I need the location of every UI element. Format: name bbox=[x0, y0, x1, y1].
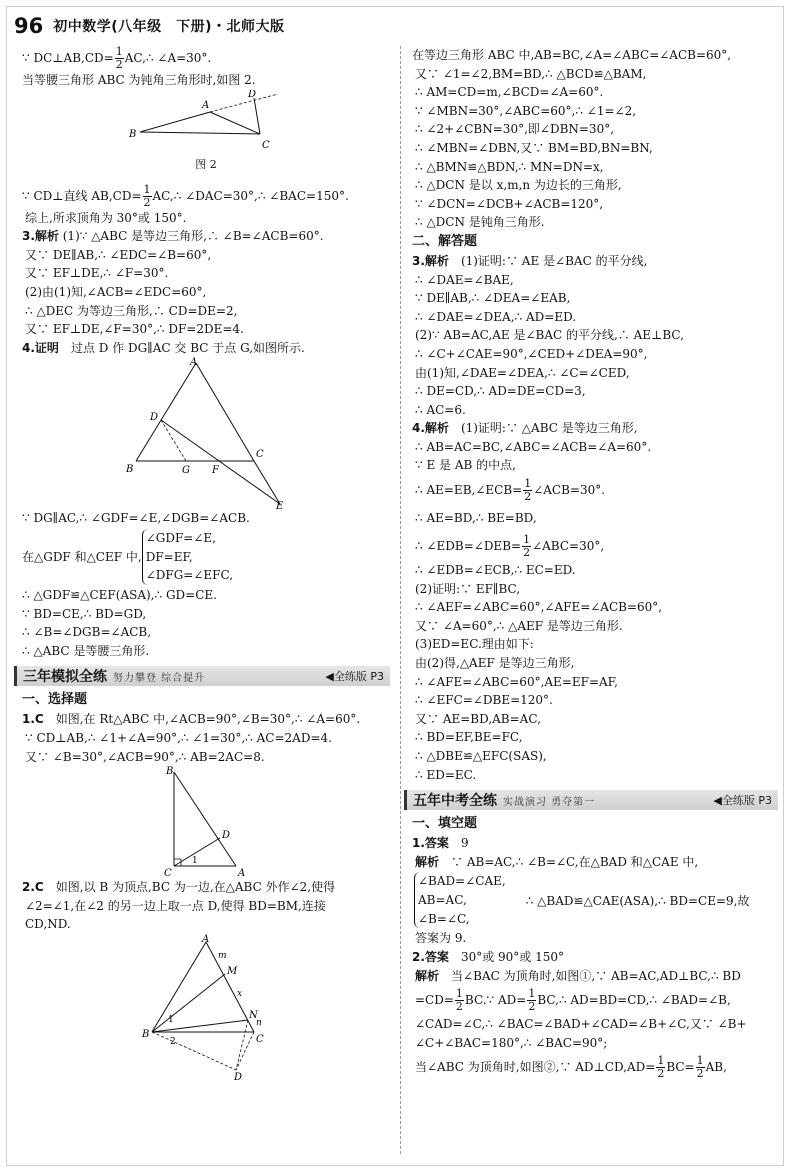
text-line: ∴ △DCN 是以 x,m,n 为边长的三角形, bbox=[415, 178, 622, 193]
fig4-label-g: G bbox=[182, 465, 190, 477]
text-line: CD,ND. bbox=[25, 917, 71, 932]
text-line: ∴ ∠AEF=∠ABC=60°,∠AFE=∠ACB=60°, bbox=[415, 600, 663, 615]
fraction: $\frac{1}{2}$ bbox=[455, 987, 463, 1014]
text-line: 答案为 9. bbox=[415, 931, 467, 946]
fig-c2-label-b: B bbox=[142, 1028, 150, 1040]
text-line: ∴ ∠EDB=∠ECB,∴ EC=ED. bbox=[415, 563, 576, 578]
text-line: =CD= $\frac{1}{2}$ BC.∵ AD= $\frac{1}{2}$ BC,∴ AD=BD=CD,∴ ∠BAD=∠B, bbox=[415, 987, 731, 1014]
text-line: 解析 当∠BAC 为顶角时,如图①,∵ AB=AC,AD⊥BC,∴ BD bbox=[415, 968, 741, 983]
page-header bbox=[14, 13, 285, 39]
text-line: ∵ DG∥AC,∴ ∠GDF=∠E,∠DGB=∠ACB. bbox=[22, 511, 250, 526]
section-heading: 二、解答题 bbox=[412, 233, 478, 249]
figure-2 bbox=[22, 90, 390, 156]
text-line: ∴ △DEC 为等边三角形,∴ CD=DE=2, bbox=[25, 303, 238, 318]
text-line: 又∵ ∠1=∠2,BM=BD,∴ △BCD≌△BAM, bbox=[415, 66, 647, 81]
text-line: ∠CAD=∠C,∴ ∠BAC=∠BAD+∠CAD=∠B+∠C,又∵ ∠B+ bbox=[415, 1017, 747, 1032]
fraction: $\frac{1}{2}$ bbox=[696, 1054, 704, 1081]
fraction: $\frac{1}{2}$ bbox=[657, 1054, 665, 1081]
fig-c1-label-c: C bbox=[164, 868, 172, 879]
section-band-five-year bbox=[404, 790, 778, 810]
fig4-de bbox=[161, 420, 280, 504]
fig-c2-label-n-small: n bbox=[256, 1017, 262, 1028]
fig4-dg bbox=[161, 420, 186, 461]
text-line: ∵ ∠MBN=30°,∠ABC=60°,∴ ∠1=∠2, bbox=[415, 103, 637, 118]
fig-c1-ab bbox=[174, 772, 236, 866]
text-line: ∴ ∠C+∠CAE=90°,∠CED+∠DEA=90°, bbox=[415, 346, 648, 361]
fig-c2-bd bbox=[152, 1032, 236, 1070]
left-column bbox=[22, 46, 390, 1082]
fig2-label-a: A bbox=[202, 99, 210, 111]
text-line: ∵ DC⊥AB,CD= $\frac{1}{2}$ AC,∴ ∠A=30°. bbox=[22, 45, 212, 71]
text-line: 在等边三角形 ABC 中,AB=BC,∠A=∠ABC=∠ACB=60°, bbox=[412, 48, 732, 62]
text-line: ∴ AE=BD,∴ BE=BD, bbox=[415, 511, 537, 526]
book-title: 初中数学(八年级 下册)・北师大版 bbox=[53, 19, 285, 35]
fig-c2-label-a: A bbox=[202, 933, 210, 945]
text-line: 2.C 如图,以 B 为顶点,BC 为一边,在△ABC 外作∠2,使得 bbox=[22, 880, 336, 895]
figure-q4 bbox=[22, 357, 390, 509]
text-line: ∴ ∠B=∠DGB=∠ACB, bbox=[22, 625, 152, 640]
text-line: 3.解析 (1)证明:∵ AE 是∠BAC 的平分线, bbox=[412, 253, 648, 268]
text-line: ∴ △GDF≌△CEF(ASA),∴ GD=CE. bbox=[22, 587, 217, 602]
text-line: 又∵ AE=BD,AB=AC, bbox=[415, 711, 541, 726]
text-line: 由(1)知,∠DAE=∠DEA,∴ ∠C=∠CED, bbox=[415, 365, 630, 380]
text-line: (2)由(1)知,∠ACB=∠EDC=60°, bbox=[25, 284, 207, 299]
fig-c2-bn bbox=[152, 1020, 248, 1032]
fig4-label-b: B bbox=[126, 464, 134, 476]
fig-c2-ab bbox=[152, 942, 206, 1032]
band-title: 五年中考全练 bbox=[413, 793, 497, 810]
fig-c2-label-c: C bbox=[256, 1033, 264, 1045]
text-line: ∴ △DBE≌△EFC(SAS), bbox=[415, 749, 547, 763]
text-line: 1.答案 9 bbox=[412, 836, 469, 851]
text-line: (2)∵ AB=AC,AE 是∠BAC 的平分线,∴ AE⊥BC, bbox=[415, 328, 684, 343]
text-line: 2.答案 30°或 90°或 150° bbox=[412, 949, 565, 964]
brace-group: ∠BAD=∠CAE, AB=AC, ∠B=∠C, bbox=[414, 872, 506, 928]
text-line: ∴ △BMN≌△BDN,∴ MN=DN=x, bbox=[415, 159, 604, 174]
text-line: ∵ CD⊥AB,∴ ∠1+∠A=90°,∴ ∠1=30°,∴ AC=2AD=4. bbox=[25, 730, 332, 745]
text-line: ∴ ∠AFE=∠ABC=60°,AE=EF=AF, bbox=[415, 674, 618, 689]
fig2-edge bbox=[140, 112, 210, 132]
fraction: $\frac{1}{2}$ bbox=[528, 987, 536, 1014]
text-line: 1.C 如图,在 Rt△ABC 中,∠ACB=90°,∠B=30°,∴ ∠A=60°. bbox=[22, 712, 361, 727]
fraction: $\frac{1}{2}$ bbox=[524, 477, 532, 504]
text-line: 又∵ ∠B=30°,∠ACB=90°,∴ AB=2AC=8. bbox=[25, 749, 265, 764]
text-line: (3)ED=EC.理由如下: bbox=[415, 637, 534, 652]
fig-c1-label-d: D bbox=[222, 830, 231, 842]
text-line: 又∵ EF⊥DE,∠F=30°,∴ DF=2DE=4. bbox=[25, 322, 244, 337]
figure-c1 bbox=[22, 766, 390, 878]
text-line: ∴ AB=AC=BC,∠ABC=∠ACB=∠A=60°. bbox=[415, 439, 652, 454]
fig-c2-label-m-small: m bbox=[218, 950, 227, 961]
text-line: ∵ CD⊥直线 AB,CD= $\frac{1}{2}$ AC,∴ ∠DAC=30°,∴ ∠BAC=150°. bbox=[22, 182, 349, 209]
fig-c2-bm bbox=[152, 974, 225, 1032]
text-line: ∴ BD=EF,BE=FC, bbox=[415, 730, 523, 745]
fig-c2-label-2: 2 bbox=[170, 1036, 176, 1047]
fraction: $\frac{1}{2}$ bbox=[143, 182, 151, 209]
text-line: ∵ DE∥AB,∴ ∠DEA=∠EAB, bbox=[415, 291, 571, 306]
figure-c2 bbox=[22, 934, 390, 1082]
text-line: 当等腰三角形 ABC 为钝角三角形时,如图 2. bbox=[22, 73, 256, 87]
fig2-ab-extension bbox=[210, 94, 278, 112]
text-line: ∴ AM=CD=m,∠BCD=∠A=60°. bbox=[415, 85, 604, 100]
text-line: ∴ AE=EB,∠ECB= $\frac{1}{2}$ ∠ACB=30°. bbox=[415, 477, 606, 504]
text-line: ∴ AC=6. bbox=[415, 402, 466, 417]
text-line: ∴ ∠2+∠CBN=30°,即∠DBN=30°, bbox=[415, 122, 615, 137]
text-line: 4.证明 过点 D 作 DG∥AC 交 BC 于点 G,如图所示. bbox=[22, 340, 305, 355]
fig-c2-label-x: x bbox=[237, 988, 243, 999]
fig4-ac bbox=[196, 363, 254, 461]
text-line: ∴ △DCN 是钝角三角形. bbox=[415, 215, 545, 230]
fig2-label-b: B bbox=[129, 128, 137, 140]
text-line: 当∠ABC 为顶角时,如图②,∵ AD⊥CD,AD= $\frac{1}{2}$ BC= $\frac{1}{2}$ AB, bbox=[415, 1054, 727, 1081]
fig-c2-cd bbox=[236, 1032, 254, 1070]
section-heading: 一、选择题 bbox=[22, 692, 88, 708]
text-line: ∴ ∠MBN=∠DBN,又∵ BM=BD,BN=BN, bbox=[415, 140, 653, 155]
fig-c1-label-a: A bbox=[238, 868, 246, 879]
fig4-label-d: D bbox=[150, 412, 159, 424]
page-number: 96 bbox=[14, 14, 44, 38]
text-line: ∴ DE=CD,∴ AD=DE=CD=3, bbox=[415, 384, 586, 399]
fig-c2-label-n: N bbox=[249, 1009, 258, 1021]
text-line: 又∵ DE∥AB,∴ ∠EDC=∠B=60°, bbox=[25, 247, 212, 262]
fig2-cd bbox=[254, 98, 260, 134]
text-line: 3.解析 (1)∵ △ABC 是等边三角形,∴ ∠B=∠ACB=60°. bbox=[22, 229, 324, 244]
right-column bbox=[412, 46, 778, 1082]
text-line: 综上,所求顶角为 30°或 150°. bbox=[25, 210, 187, 225]
fig4-label-f: F bbox=[212, 465, 219, 477]
fig2-label-c: C bbox=[262, 139, 270, 151]
fig4-ce bbox=[254, 461, 280, 504]
column-divider bbox=[400, 46, 401, 1154]
fig-c2-label-m: M bbox=[227, 965, 238, 977]
fig-c2-ac bbox=[206, 942, 254, 1032]
figure-caption: 图 2 bbox=[195, 157, 217, 171]
band-subtitle: 努力攀登 综合提升 bbox=[113, 672, 206, 684]
fig-c1-label-1: 1 bbox=[192, 856, 198, 867]
fig4-label-c: C bbox=[256, 449, 264, 461]
text-line: ∵ ∠DCN=∠DCB+∠ACB=120°, bbox=[415, 196, 604, 211]
brace-block: ∠BAD=∠CAE, AB=AC, ∠B=∠C, ∴ △BAD≌△CAE(ASA),∴ BD=CE=9,故 bbox=[412, 871, 778, 929]
fig2-label-d: D bbox=[248, 89, 257, 100]
text-line: 由(2)得,△AEF 是等边三角形, bbox=[415, 656, 575, 671]
fig-c1-label-b: B bbox=[166, 766, 174, 778]
text-line: 解析 ∵ AB=AC,∴ ∠B=∠C,在△BAD 和△CAE 中, bbox=[415, 854, 699, 869]
band-ref: ◀全练版 P3 bbox=[713, 794, 772, 808]
text-line: (2)证明:∵ EF∥BC, bbox=[415, 581, 521, 596]
text-line: ∠2=∠1,在∠2 的另一边上取一点 D,使得 BD=BM,连接 bbox=[25, 898, 326, 913]
fig2-edge bbox=[210, 112, 260, 134]
band-ref: ◀全练版 P3 bbox=[325, 670, 384, 684]
fig4-label-a: A bbox=[190, 357, 198, 369]
section-band-three-year bbox=[14, 666, 390, 686]
text-line: ∴ ED=EC. bbox=[415, 767, 477, 782]
text-line: 又∵ ∠A=60°,∴ △AEF 是等边三角形. bbox=[415, 618, 623, 633]
text-line: ∵ BD=CE,∴ BD=GD, bbox=[22, 606, 147, 621]
brace-group: ∠GDF=∠E, DF=EF, ∠DFG=∠EFC, bbox=[142, 529, 233, 585]
brace-block: 在△GDF 和△CEF 中, ∠GDF=∠E, DF=EF, ∠DFG=∠EFC, bbox=[22, 528, 390, 586]
text-line: 又∵ EF⊥DE,∴ ∠F=30°. bbox=[25, 266, 169, 281]
text-line: ∴ ∠DAE=∠DEA,∴ AD=ED. bbox=[415, 309, 577, 324]
text-line: ∴ ∠DAE=∠BAE, bbox=[415, 272, 514, 287]
fig4-ab bbox=[136, 363, 196, 461]
fraction: $\frac{1}{2}$ bbox=[115, 45, 123, 71]
section-heading: 一、填空题 bbox=[412, 816, 478, 832]
fig-c2-label-d: D bbox=[234, 1071, 243, 1082]
band-subtitle: 实战演习 勇夺第一 bbox=[503, 796, 596, 808]
fig4-label-e: E bbox=[276, 501, 284, 510]
fig2-edge bbox=[140, 132, 260, 134]
text-line: ∴ ∠EFC=∠DBE=120°. bbox=[415, 693, 553, 708]
text-line: ∠C+∠BAC=180°,∴ ∠BAC=90°; bbox=[415, 1035, 608, 1050]
text-line: ∵ E 是 AB 的中点, bbox=[415, 458, 516, 473]
fraction: $\frac{1}{2}$ bbox=[523, 533, 531, 560]
fig-c2-label-1: 1 bbox=[168, 1014, 174, 1025]
text-line: ∴ ∠EDB=∠DEB= $\frac{1}{2}$ ∠ABC=30°, bbox=[415, 533, 605, 560]
fig-c2-nd bbox=[236, 1020, 248, 1070]
text-line: 4.解析 (1)证明:∵ △ABC 是等边三角形, bbox=[412, 421, 638, 436]
text-line: ∴ △ABC 是等腰三角形. bbox=[22, 643, 150, 658]
band-title: 三年模拟全练 bbox=[23, 669, 107, 686]
